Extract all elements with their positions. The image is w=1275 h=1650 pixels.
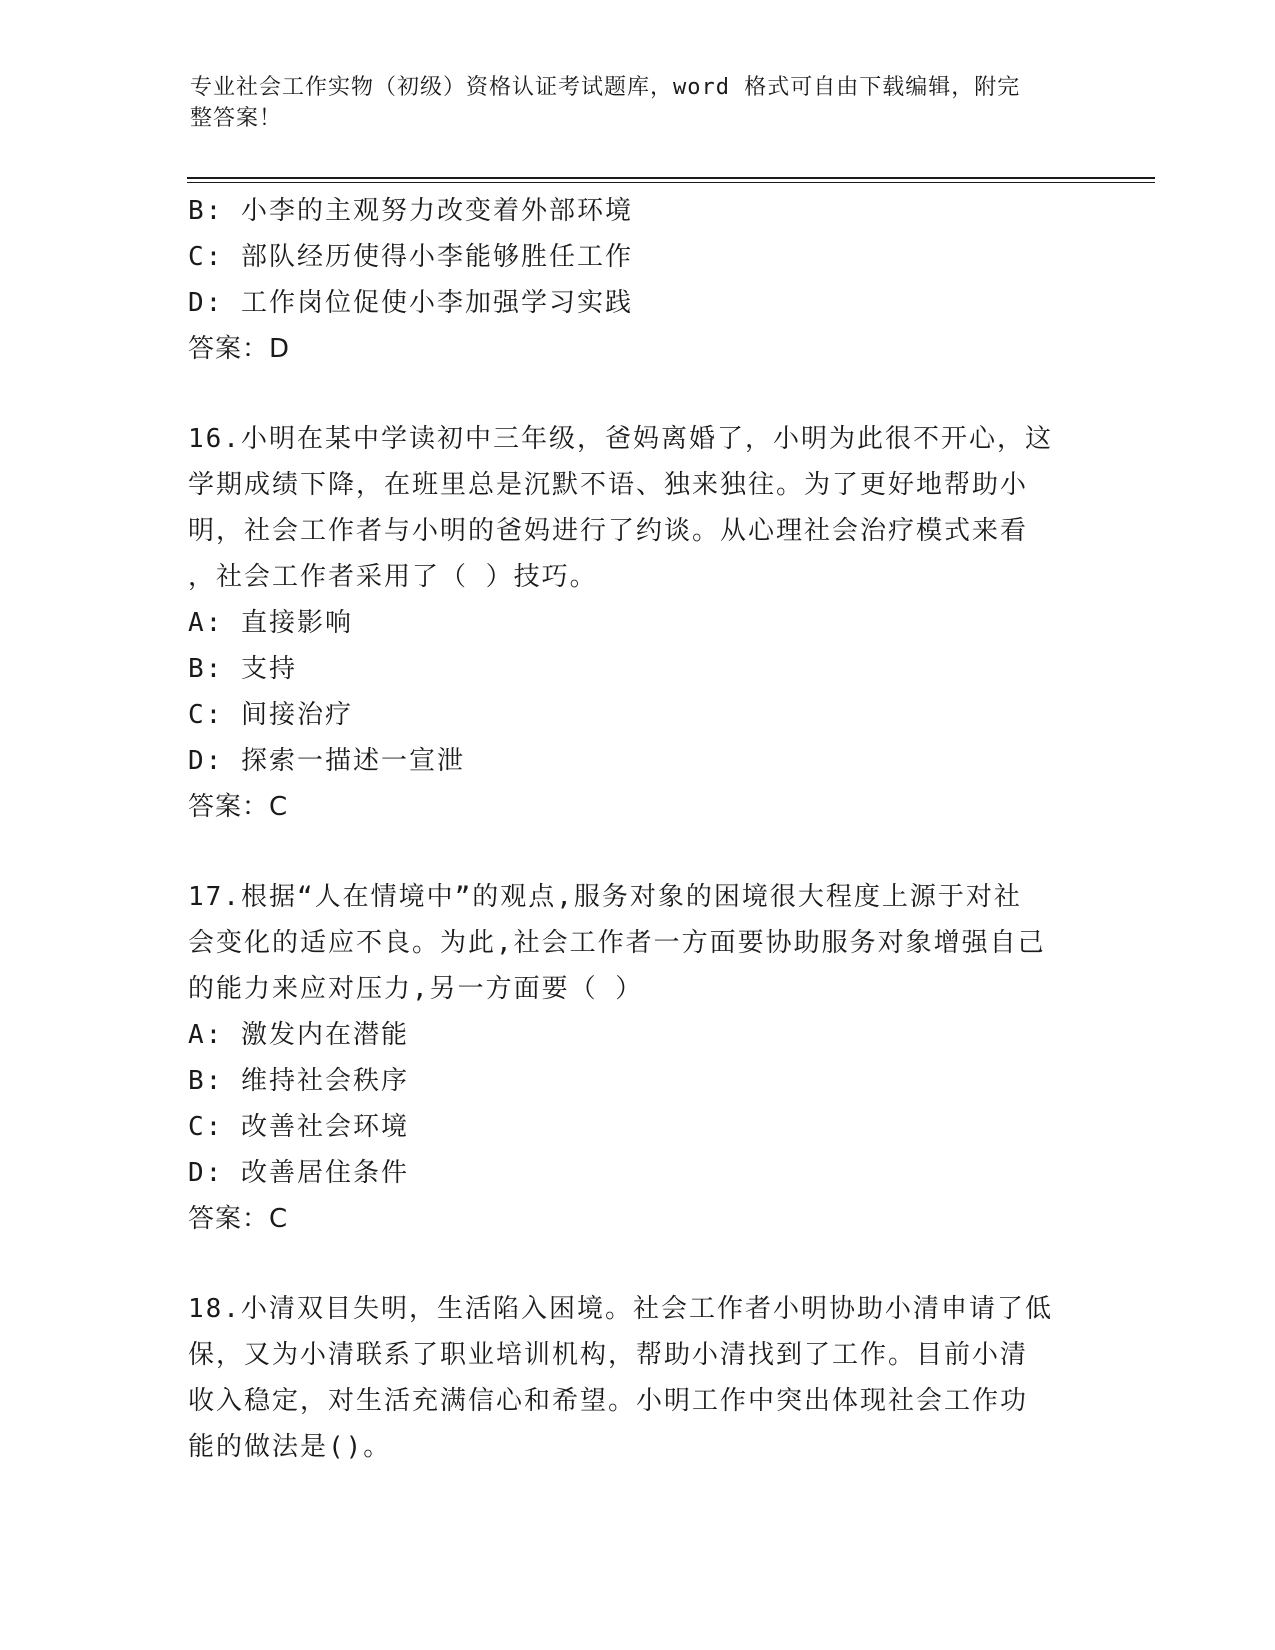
option-b: B: 维持社会秩序 [188, 1066, 409, 1096]
question-stem-line: 学期成绩下降，在班里总是沉默不语、独来独往。为了更好地帮助小 [188, 470, 1029, 500]
question-15-tail [188, 188, 1088, 372]
answer: 答案：C [188, 1204, 289, 1234]
option-a: A: 直接影响 [188, 608, 353, 638]
question-stem-line: 18.小清双目失明，生活陷入困境。社会工作者小明协助小清申请了低 [188, 1294, 1053, 1324]
option-b: B: 小李的主观努力改变着外部环境 [188, 196, 633, 226]
question-stem-line: 明，社会工作者与小明的爸妈进行了约谈。从心理社会治疗模式来看 [188, 516, 1029, 546]
question-16 [188, 416, 1088, 830]
option-c: C: 部队经历使得小李能够胜任工作 [188, 242, 633, 272]
question-stem-line: 保，又为小清联系了职业培训机构，帮助小清找到了工作。目前小清 [188, 1340, 1029, 1370]
question-stem-line: 会变化的适应不良。为此,社会工作者一方面要协助服务对象增强自己 [188, 928, 1046, 958]
header-line-2: 整答案！ [190, 106, 283, 131]
question-stem-line: ，社会工作者采用了（ ）技巧。 [188, 562, 598, 592]
document-header [190, 72, 1090, 134]
question-stem-line: 收入稳定，对生活充满信心和希望。小明工作中突出体现社会工作功 [188, 1386, 1029, 1416]
option-b: B: 支持 [188, 654, 297, 684]
option-d: D: 探索一描述一宣泄 [188, 746, 465, 776]
document-body [188, 188, 1088, 1470]
question-stem-line: 16.小明在某中学读初中三年级，爸妈离婚了，小明为此很不开心，这 [188, 424, 1053, 454]
option-a: A: 激发内在潜能 [188, 1020, 409, 1050]
question-stem-line: 17.根据“人在情境中”的观点,服务对象的困境很大程度上源于对社 [188, 882, 1022, 912]
answer: 答案：C [188, 792, 289, 822]
question-18 [188, 1286, 1088, 1470]
question-stem-line: 能的做法是()。 [188, 1432, 392, 1462]
answer: 答案：D [188, 334, 291, 364]
question-stem-line: 的能力来应对压力,另一方面要（ ） [188, 974, 644, 1004]
header-divider-thin [187, 182, 1155, 183]
question-17 [188, 874, 1088, 1242]
header-divider-thick [187, 177, 1155, 179]
option-c: C: 间接治疗 [188, 700, 353, 730]
option-c: C: 改善社会环境 [188, 1112, 409, 1142]
option-d: D: 工作岗位促使小李加强学习实践 [188, 288, 633, 318]
option-d: D: 改善居住条件 [188, 1158, 409, 1188]
header-line-1: 专业社会工作实物（初级）资格认证考试题库，word 格式可自由下载编辑，附完 [190, 75, 1021, 100]
